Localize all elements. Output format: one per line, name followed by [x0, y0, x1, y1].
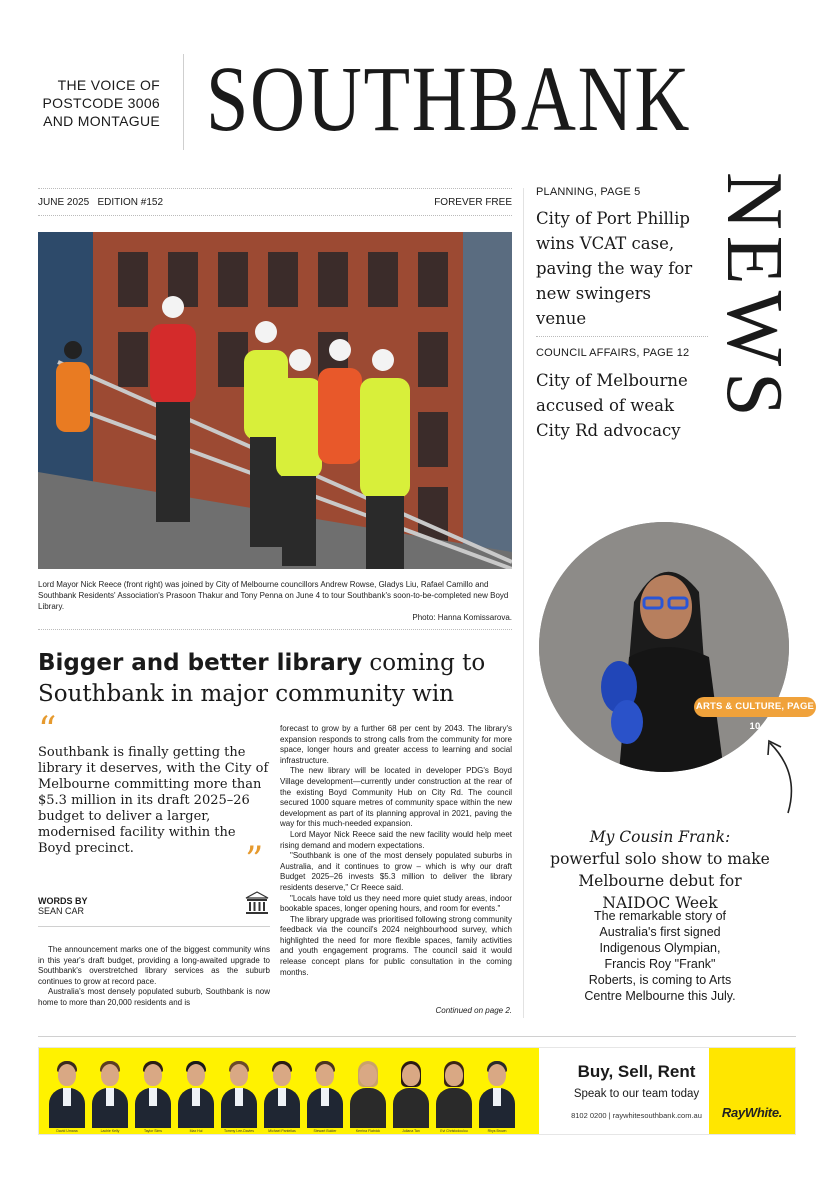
- agent-figure: [348, 1056, 388, 1133]
- agent-name: Kerrina Flatnick: [355, 1129, 381, 1133]
- agent-figure: [47, 1056, 87, 1133]
- agent-suit: [436, 1088, 472, 1128]
- agent-face: [445, 1064, 463, 1086]
- agent-face: [230, 1064, 248, 1086]
- agent-name: David Umana: [56, 1129, 78, 1133]
- divider-3: [38, 1036, 796, 1037]
- lead-photo-illustration: [38, 232, 512, 569]
- agent-name: Lachie Kelly: [100, 1129, 120, 1133]
- body-paragraph: The new library will be located in developer PDG's Boyd Village development—currently under construction at the rear of the existing Boyd Community Hub on City Rd. The council secured 1000 square metres of community space within the new development as part of its planning approval in 2021, paving the way for this much-needed expansion.: [280, 766, 512, 829]
- headline-rest: coming to Southbank in major community win: [38, 650, 486, 707]
- agent-figure: [477, 1056, 517, 1133]
- lead-headline[interactable]: [38, 647, 518, 709]
- agent-face: [273, 1064, 291, 1086]
- masthead-news-vertical: NEWS: [710, 172, 798, 423]
- ray-white-ad[interactable]: [38, 1047, 796, 1135]
- agent-name: Stewart Bulder: [313, 1129, 337, 1133]
- tagline-line-2: POSTCODE 3006: [42, 95, 160, 111]
- agent-face: [58, 1064, 76, 1086]
- photo-credit: Photo: Hanna Komissarova.: [412, 613, 512, 622]
- agent-suit: [350, 1088, 386, 1128]
- divider-2: [38, 926, 270, 927]
- photo-caption: [38, 579, 512, 623]
- agent-shirt: [149, 1088, 157, 1106]
- agent-face: [144, 1064, 162, 1086]
- tagline-line-3: AND MONTAGUE: [43, 113, 160, 129]
- agent-name: Evi Christodoulou: [440, 1129, 468, 1133]
- agent-name: Juliana Tan: [402, 1129, 420, 1133]
- library-building-icon: [244, 890, 270, 916]
- agent-figure: [176, 1056, 216, 1133]
- agent-name: Tommy Lee-Davies: [224, 1129, 254, 1133]
- agent-face: [488, 1064, 506, 1086]
- body-column-2: [280, 724, 512, 978]
- close-quote-icon: ”: [245, 840, 264, 881]
- body-paragraph: The library upgrade was prioritised following strong community feedback via the council's 2024 neighbourhood survey, which highlighted the need for more flexible spaces, family activities and youth engagement programs. The council said it would release concept plans for public consultation in the coming months.: [280, 914, 512, 977]
- feature-title-italic: My Cousin Frank:: [589, 828, 731, 846]
- story2-headline[interactable]: City of Melbourne accused of weak City Rd advocacy: [536, 371, 688, 440]
- story1-headline[interactable]: City of Port Phillip wins VCAT case, paving the way for new swingers venue: [536, 209, 693, 328]
- agent-name: Rhys Brown: [487, 1129, 507, 1133]
- agent-figure: [305, 1056, 345, 1133]
- agent-figure: [219, 1056, 259, 1133]
- feature-title-rest: powerful solo show to make Melbourne debut for NAIDOC Week: [550, 850, 770, 912]
- byline-label: WORDS BY: [38, 896, 88, 906]
- pull-quote: Southbank is finally getting the library it deserves, with the City of Melbourne committing more than $5.3 million in its draft 2025–26 budget to deliver a larger, modernised facility within the Boyd precinct.: [38, 745, 269, 856]
- body-paragraph: The announcement marks one of the biggest community wins in this year's draft budget, providing a long-awaited upgrade to Southbank's overstretched library services as the suburb continues to grow at record pace.: [38, 945, 270, 986]
- brand-wordmark: RayWhite.: [721, 1105, 783, 1120]
- edition-date: JUNE 2025 EDITION #152: [38, 196, 164, 208]
- ad-headline: Buy, Sell, Rent: [577, 1062, 696, 1081]
- agent-shirt: [493, 1088, 501, 1106]
- body-paragraph: "Southbank is one of the most densely populated suburbs in Australia, and it continues to grow – which is why our draft Budget 2025–26 invests $5.3 million to deliver the library residents deserve," Cr Reece said.: [280, 851, 512, 892]
- agent-face: [359, 1064, 377, 1086]
- byline-author[interactable]: SEAN CAR: [38, 906, 85, 916]
- agent-shirt: [106, 1088, 114, 1106]
- agent-shirt: [63, 1088, 71, 1106]
- masthead-divider: [183, 54, 184, 150]
- agent-face: [402, 1064, 420, 1086]
- open-quote-icon: “: [38, 710, 57, 751]
- column-rule: [523, 188, 524, 1018]
- ad-subline: Speak to our team today: [573, 1088, 700, 1100]
- ray-white-logo: [709, 1048, 795, 1134]
- body-paragraph: forecast to grow by a further 68 per cent by 2043. The library's expansion responds to strong calls from the community for more space, longer hours and greater access to learning and social infrastructure.: [280, 724, 512, 765]
- arrow-icon: [752, 735, 802, 815]
- headline-bold: Bigger and better library: [38, 650, 363, 676]
- agent-suit: [393, 1088, 429, 1128]
- tagline-line-1: THE VOICE OF: [57, 77, 160, 93]
- agent-figure: [391, 1056, 431, 1133]
- sidebar-divider: [536, 336, 708, 337]
- body-paragraph: Australia's most densely populated suburb, Southbank is now home to more than 20,000 residents and is: [38, 987, 270, 1007]
- caption-text: Lord Mayor Nick Reece (front right) was joined by City of Melbourne councillors Andrew Rowse, Gladys Liu, Rafael Camillo and Southbank Residents' Association's Prasoon Thakur and Tony Penna on June 4 to tour Southbank's soon-to-be-completed new Boyd Library.: [38, 580, 509, 611]
- agent-face: [316, 1064, 334, 1086]
- agent-figure: [90, 1056, 130, 1133]
- agent-face: [187, 1064, 205, 1086]
- edition-row: [38, 188, 512, 216]
- agent-face: [101, 1064, 119, 1086]
- body-paragraph: "Locals have told us they need more quiet study areas, indoor bookable spaces, longer opening hours, and room for events.": [280, 893, 512, 914]
- agent-shirt: [321, 1088, 329, 1106]
- arts-culture-pill[interactable]: ARTS & CULTURE, PAGE 10: [694, 697, 816, 717]
- feature-headline[interactable]: [544, 826, 776, 914]
- agent-figure: [434, 1056, 474, 1133]
- agent-shirt: [235, 1088, 243, 1106]
- agent-shirt: [278, 1088, 286, 1106]
- masthead-tagline: [30, 76, 160, 130]
- divider-1: [38, 629, 512, 630]
- ad-contact[interactable]: 8102 0200 | raywhitesouthbank.com.au: [571, 1111, 702, 1120]
- agent-shirt: [192, 1088, 200, 1106]
- masthead-title: SOUTHBANK: [206, 48, 692, 151]
- edition-price: FOREVER FREE: [434, 196, 512, 208]
- body-paragraph: Lord Mayor Nick Reece said the new facility would help meet rising demand and modern expectations.: [280, 829, 512, 850]
- continued-link[interactable]: Continued on page 2.: [435, 1006, 512, 1015]
- ad-team-strip: [39, 1048, 539, 1134]
- story2-kicker: COUNCIL AFFAIRS, PAGE 12: [536, 347, 690, 359]
- body-column-1: [38, 945, 270, 1009]
- ad-copy: [559, 1062, 714, 1120]
- agent-figure: [262, 1056, 302, 1133]
- agent-figure: [133, 1056, 173, 1133]
- feature-blurb: The remarkable story of Australia's first signed Indigenous Olympian, Francis Roy "Frank" Roberts, is coming to Arts Centre Melbourne this July.: [584, 909, 736, 1003]
- agent-name: Taylor Sims: [143, 1129, 163, 1133]
- lead-photo: [38, 232, 512, 569]
- story1-kicker: PLANNING, PAGE 5: [536, 186, 641, 198]
- agent-name: Michael Pantelias: [268, 1129, 296, 1133]
- agent-name: Max Hui: [189, 1129, 203, 1133]
